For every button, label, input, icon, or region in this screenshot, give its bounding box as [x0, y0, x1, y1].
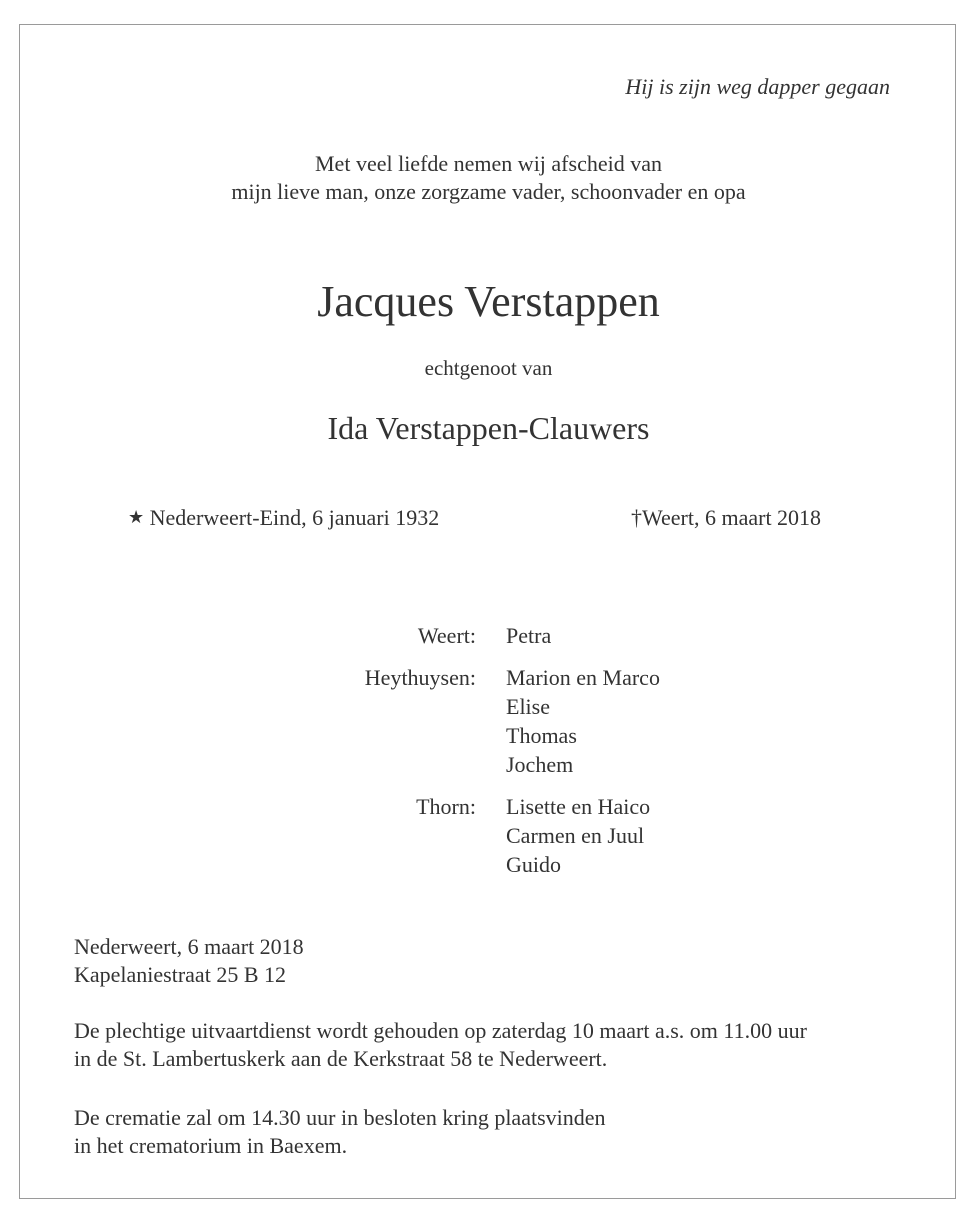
service-block	[74, 1017, 807, 1073]
birth-info	[128, 505, 439, 531]
family-member: Petra	[506, 623, 552, 648]
intro-text	[0, 150, 977, 206]
family-place: Thorn:	[416, 794, 476, 819]
family-member: Carmen en Juul	[506, 823, 645, 848]
family-list	[0, 621, 977, 892]
motto: Hij is zijn weg dapper gegaan	[625, 74, 890, 99]
cremation-line: De crematie zal om 14.30 uur in besloten kring plaatsvinden	[74, 1105, 606, 1130]
birth-text: Nederweert-Eind, 6 januari 1932	[149, 505, 440, 530]
spouse-name: Ida Verstappen-Clauwers	[327, 410, 650, 446]
cremation-block	[74, 1104, 606, 1160]
service-line: De plechtige uitvaartdienst wordt gehouden op zaterdag 10 maart a.s. om 11.00 uur	[74, 1018, 807, 1043]
family-member: Marion en Marco	[506, 665, 660, 690]
service-line: in de St. Lambertuskerk aan de Kerkstraat 58 te Nederweert.	[74, 1046, 608, 1071]
family-place: Heythuysen:	[364, 665, 476, 690]
death-text: Weert, 6 maart 2018	[642, 505, 822, 530]
address-line: Nederweert, 6 maart 2018	[74, 934, 304, 959]
spouse-label: echtgenoot van	[424, 356, 553, 380]
family-group	[0, 792, 977, 879]
star-icon: ★	[128, 507, 145, 527]
intro-line: mijn lieve man, onze zorgzame vader, schoonvader en opa	[231, 179, 746, 204]
cross-icon: †	[631, 505, 642, 530]
family-member: Lisette en Haico	[506, 794, 651, 819]
family-group	[0, 663, 977, 779]
family-member: Thomas	[506, 723, 577, 748]
cremation-line: in het crematorium in Baexem.	[74, 1133, 348, 1158]
deceased-name: Jacques Verstappen	[317, 277, 660, 326]
family-place: Weert:	[417, 623, 476, 648]
address-block	[74, 933, 304, 989]
family-member: Guido	[506, 852, 561, 877]
intro-line: Met veel liefde nemen wij afscheid van	[315, 151, 662, 176]
death-info	[631, 505, 821, 531]
family-group	[0, 621, 977, 650]
address-line: Kapelaniestraat 25 B 12	[74, 962, 286, 987]
family-member: Elise	[506, 694, 550, 719]
family-member: Jochem	[506, 752, 574, 777]
